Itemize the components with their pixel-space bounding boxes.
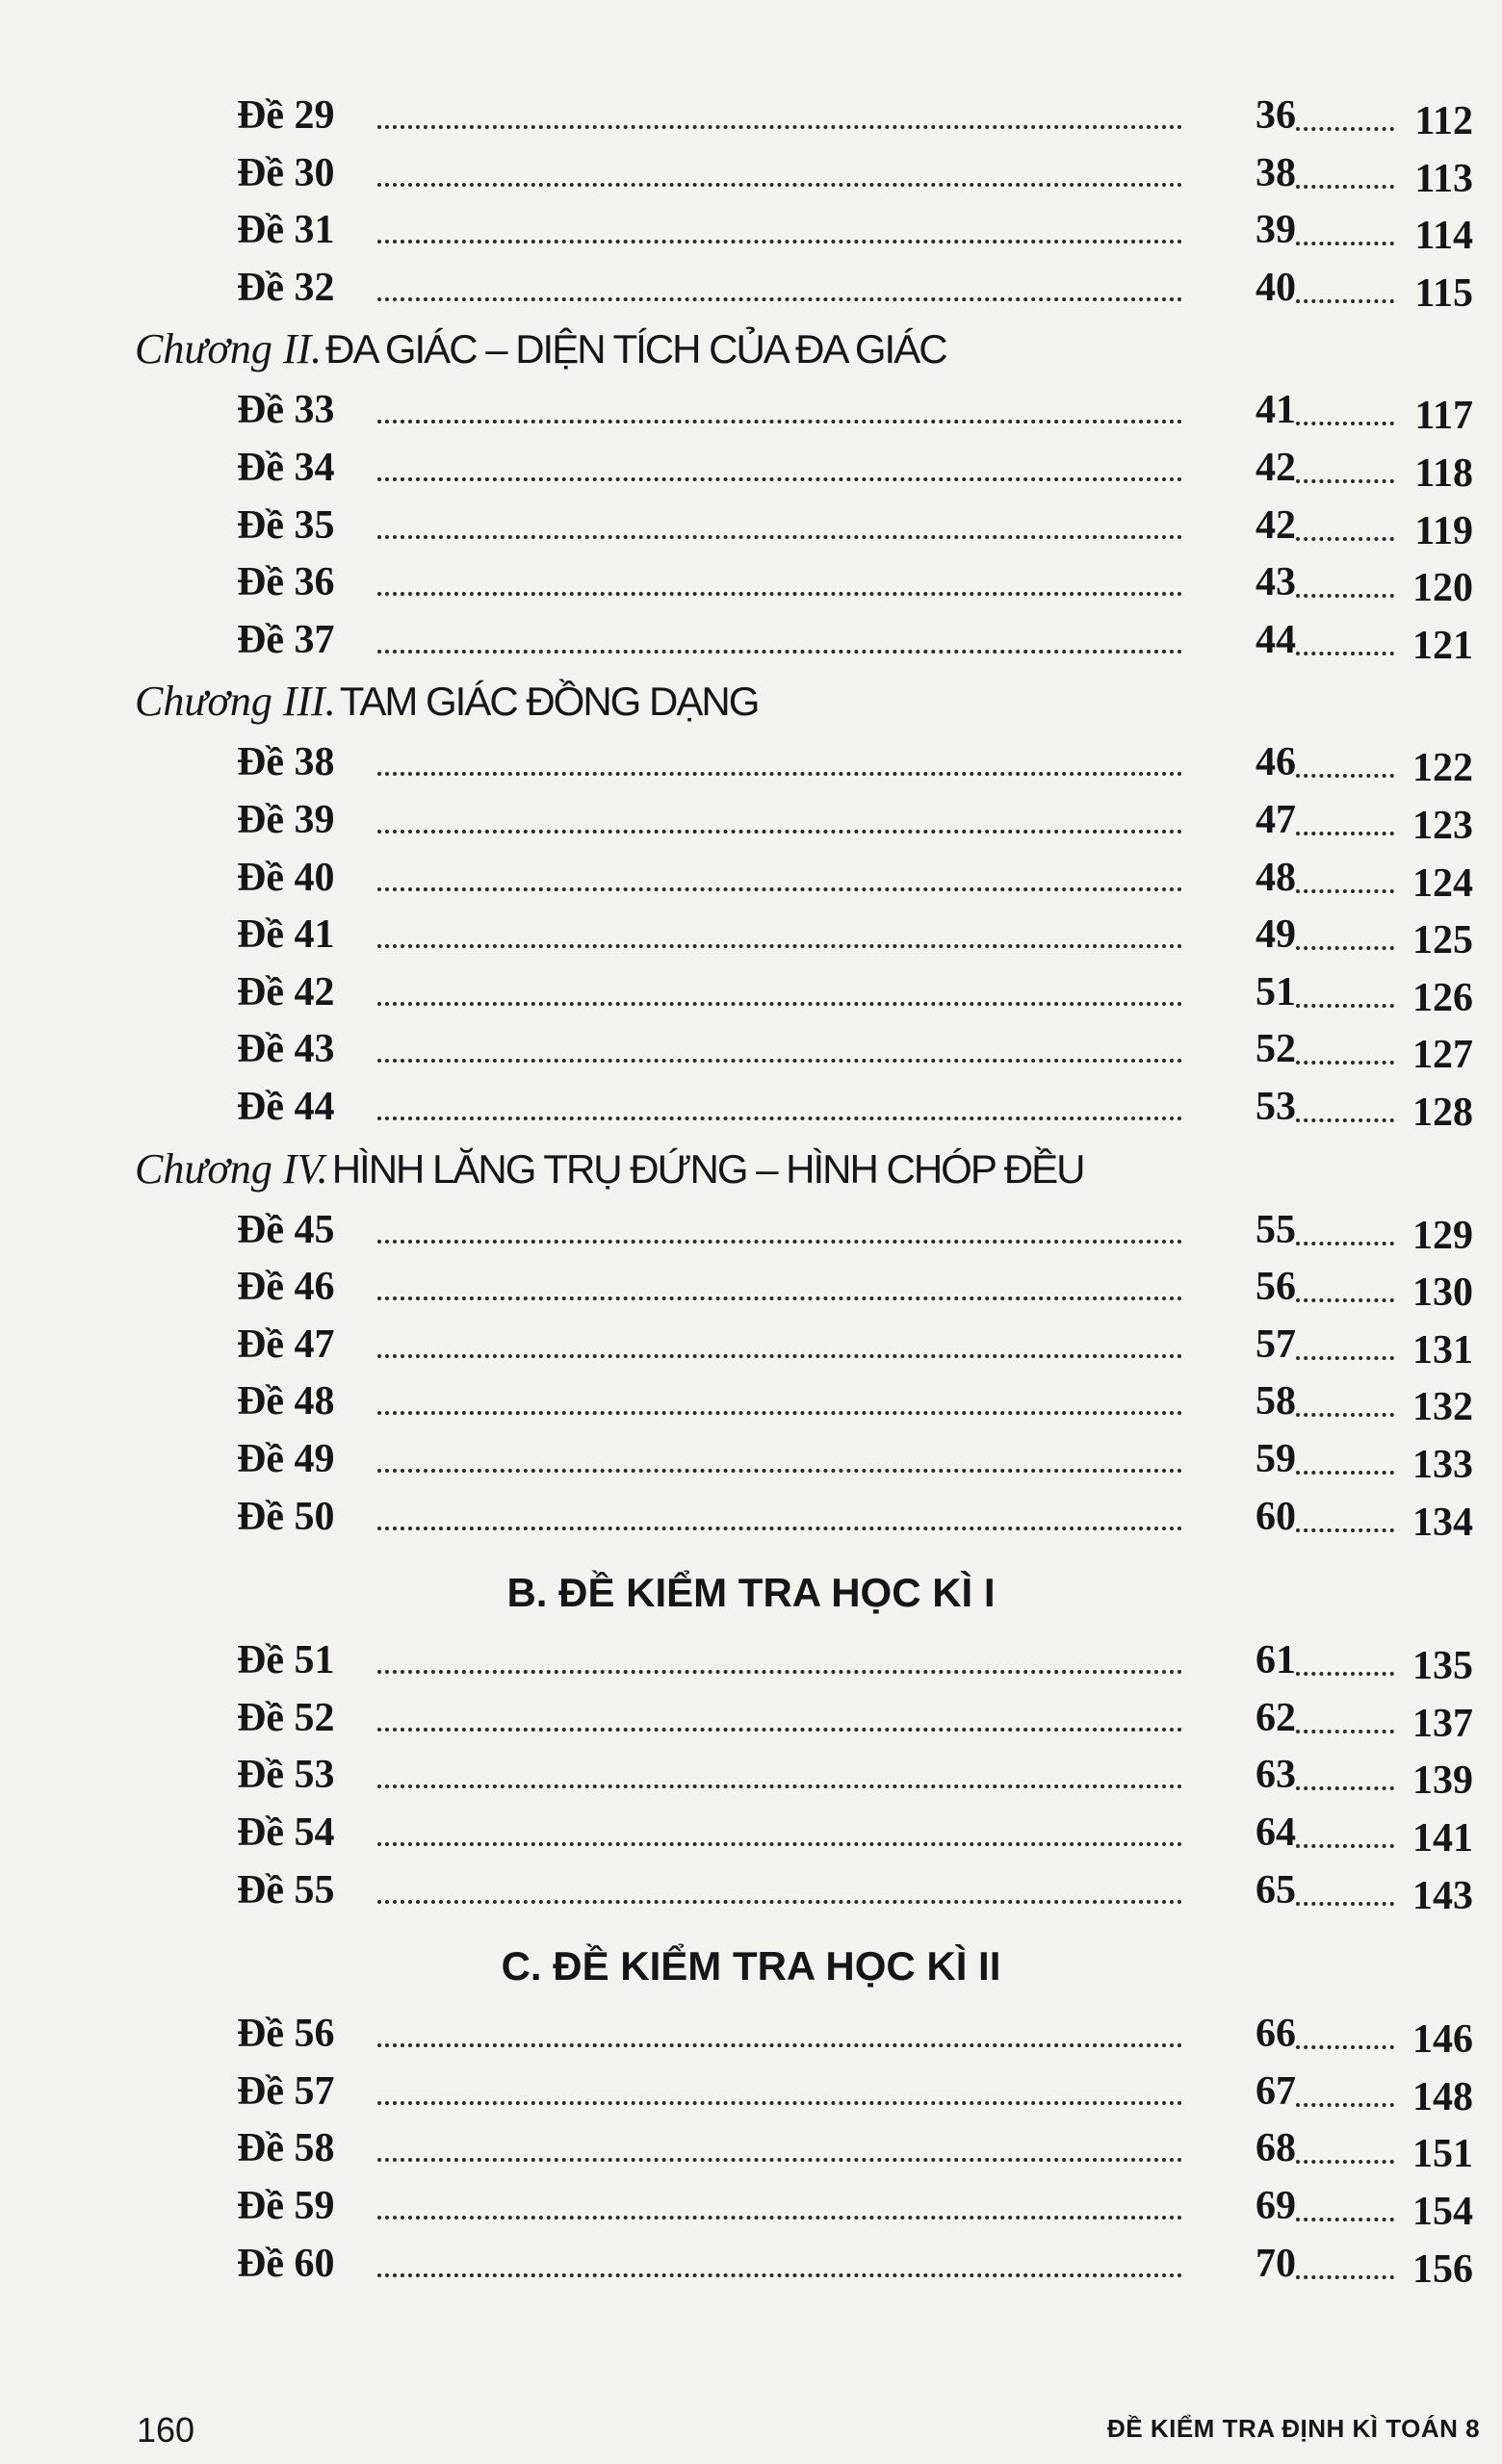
dot-leader bbox=[377, 2273, 1182, 2277]
entry-page-answers: 118 bbox=[1398, 447, 1473, 500]
entry-page-questions: 51 bbox=[1229, 965, 1296, 1019]
dot-leader bbox=[1296, 594, 1402, 598]
dot-leader bbox=[377, 2158, 1182, 2162]
dot-leader bbox=[377, 1784, 1182, 1788]
toc-entry bbox=[237, 499, 1473, 553]
dot-leader bbox=[1296, 652, 1402, 655]
dot-leader bbox=[377, 887, 1182, 891]
entry-label: Đề 33 bbox=[237, 388, 335, 432]
dot-leader bbox=[1296, 1118, 1402, 1122]
entry-label: Đề 49 bbox=[237, 1437, 335, 1481]
entry-label: Đề 48 bbox=[237, 1379, 335, 1424]
entry-page-questions: 39 bbox=[1229, 203, 1296, 257]
chapter-heading bbox=[135, 320, 946, 379]
entry-page-answers: 151 bbox=[1398, 2127, 1473, 2181]
dot-leader bbox=[377, 2216, 1182, 2220]
entry-label: Đề 55 bbox=[237, 1868, 335, 1912]
toc-entry bbox=[237, 1691, 1473, 1746]
entry-page-questions: 48 bbox=[1229, 851, 1296, 905]
entry-label: Đề 39 bbox=[237, 798, 335, 842]
entry-page-answers: 125 bbox=[1398, 913, 1473, 967]
dot-leader bbox=[377, 1059, 1182, 1063]
toc-entry bbox=[237, 1260, 1473, 1315]
chapter-heading bbox=[135, 1140, 1083, 1199]
dot-leader bbox=[1296, 127, 1402, 131]
entry-page-answers: 135 bbox=[1398, 1639, 1473, 1693]
entry-page-answers: 134 bbox=[1398, 1496, 1473, 1550]
toc-entry bbox=[237, 1490, 1473, 1545]
entry-label: Đề 57 bbox=[237, 2069, 335, 2114]
dot-leader bbox=[1296, 1786, 1402, 1790]
entry-label: Đề 43 bbox=[237, 1027, 335, 1071]
dot-leader bbox=[377, 2101, 1182, 2105]
entry-page-questions: 55 bbox=[1229, 1203, 1296, 1257]
toc-entry bbox=[237, 851, 1473, 906]
dot-leader bbox=[1296, 422, 1402, 425]
entry-page-questions: 41 bbox=[1229, 383, 1296, 437]
dot-leader bbox=[377, 1527, 1182, 1530]
entry-page-answers: 146 bbox=[1398, 2013, 1473, 2066]
entry-label: Đề 35 bbox=[237, 503, 335, 548]
entry-page-answers: 122 bbox=[1398, 741, 1473, 795]
entry-page-questions: 67 bbox=[1229, 2065, 1296, 2118]
entry-label: Đề 40 bbox=[237, 856, 335, 900]
entry-page-answers: 112 bbox=[1398, 94, 1473, 148]
dot-leader bbox=[377, 2043, 1182, 2047]
dot-leader bbox=[377, 1354, 1182, 1358]
section-heading: B. ĐỀ KIỂM TRA HỌC KÌ I bbox=[506, 1570, 996, 1615]
chapter-heading bbox=[135, 672, 758, 732]
toc-entry bbox=[237, 908, 1473, 962]
section-heading: C. ĐỀ KIỂM TRA HỌC KÌ II bbox=[501, 1943, 1001, 1989]
toc-entry bbox=[237, 793, 1473, 848]
toc-entry bbox=[237, 1374, 1473, 1429]
dot-leader bbox=[1296, 1061, 1402, 1065]
dot-leader bbox=[377, 1728, 1182, 1732]
entry-page-questions: 40 bbox=[1229, 261, 1296, 315]
dot-leader bbox=[1296, 1004, 1402, 1008]
entry-page-questions: 62 bbox=[1229, 1691, 1296, 1745]
entry-label: Đề 41 bbox=[237, 912, 335, 957]
toc-entry bbox=[237, 441, 1473, 496]
entry-label: Đề 31 bbox=[237, 208, 335, 252]
entry-label: Đề 38 bbox=[237, 740, 335, 784]
entry-label: Đề 30 bbox=[237, 151, 335, 195]
entry-page-answers: 131 bbox=[1398, 1323, 1473, 1377]
entry-label: Đề 58 bbox=[237, 2126, 335, 2170]
entry-label: Đề 46 bbox=[237, 1265, 335, 1309]
entry-label: Đề 29 bbox=[237, 93, 335, 138]
entry-page-answers: 139 bbox=[1398, 1754, 1473, 1808]
toc-entry bbox=[237, 613, 1473, 668]
dot-leader bbox=[1296, 832, 1402, 835]
entry-page-questions: 61 bbox=[1229, 1633, 1296, 1687]
entry-page-answers: 127 bbox=[1398, 1028, 1473, 1082]
entry-page-answers: 132 bbox=[1398, 1380, 1473, 1434]
dot-leader bbox=[1296, 1730, 1402, 1733]
dot-leader bbox=[377, 125, 1182, 129]
toc-entry bbox=[237, 89, 1473, 143]
entry-page-answers: 143 bbox=[1398, 1869, 1473, 1923]
dot-leader bbox=[1296, 946, 1402, 950]
entry-page-answers: 124 bbox=[1398, 857, 1473, 911]
dot-leader bbox=[1296, 2103, 1402, 2107]
entry-label: Đề 54 bbox=[237, 1810, 335, 1855]
entry-page-questions: 43 bbox=[1229, 555, 1296, 609]
dot-leader bbox=[1296, 1356, 1402, 1360]
toc-entry bbox=[237, 1022, 1473, 1077]
dot-leader bbox=[377, 535, 1182, 539]
toc-entry bbox=[237, 2065, 1473, 2119]
entry-label: Đề 50 bbox=[237, 1495, 335, 1539]
dot-leader bbox=[1296, 2045, 1402, 2049]
entry-page-questions: 52 bbox=[1229, 1022, 1296, 1076]
dot-leader bbox=[377, 1296, 1182, 1300]
entry-page-questions: 68 bbox=[1229, 2121, 1296, 2175]
dot-leader bbox=[1296, 1242, 1402, 1245]
toc-entry bbox=[237, 1748, 1473, 1803]
dot-leader bbox=[377, 944, 1182, 948]
entry-label: Đề 53 bbox=[237, 1753, 335, 1797]
entry-page-answers: 156 bbox=[1398, 2243, 1473, 2297]
chapter-title: ĐA GIÁC – DIỆN TÍCH CỦA ĐA GIÁC bbox=[325, 326, 946, 372]
dot-leader bbox=[1296, 1902, 1402, 1906]
entry-page-questions: 46 bbox=[1229, 735, 1296, 789]
entry-label: Đề 51 bbox=[237, 1638, 335, 1682]
chapter-number: Chương II. bbox=[135, 325, 323, 372]
toc-entry bbox=[237, 146, 1473, 201]
chapter-number: Chương III. bbox=[135, 678, 336, 725]
dot-leader bbox=[1296, 2218, 1402, 2221]
entry-page-answers: 114 bbox=[1398, 209, 1473, 263]
dot-leader bbox=[1296, 1298, 1402, 1302]
dot-leader bbox=[1296, 537, 1402, 541]
dot-leader bbox=[377, 1469, 1182, 1473]
entry-page-answers: 121 bbox=[1398, 619, 1473, 673]
chapter-title: HÌNH LĂNG TRỤ ĐỨNG – HÌNH CHÓP ĐỀU bbox=[331, 1146, 1084, 1192]
toc-entry bbox=[237, 2007, 1473, 2062]
entry-page-answers: 120 bbox=[1398, 561, 1473, 615]
dot-leader bbox=[377, 420, 1182, 424]
dot-leader bbox=[377, 1240, 1182, 1244]
toc-entry bbox=[237, 1633, 1473, 1688]
toc-entry bbox=[237, 735, 1473, 790]
entry-page-questions: 38 bbox=[1229, 146, 1296, 200]
entry-page-questions: 60 bbox=[1229, 1490, 1296, 1544]
entry-label: Đề 36 bbox=[237, 560, 335, 604]
chapter-title: TAM GIÁC ĐỒNG DẠNG bbox=[339, 679, 759, 724]
dot-leader bbox=[377, 477, 1182, 481]
toc-entry bbox=[237, 1863, 1473, 1918]
entry-page-questions: 57 bbox=[1229, 1318, 1296, 1372]
entry-page-questions: 64 bbox=[1229, 1806, 1296, 1860]
entry-page-answers: 117 bbox=[1398, 389, 1473, 443]
dot-leader bbox=[377, 650, 1182, 654]
dot-leader bbox=[377, 1900, 1182, 1904]
dot-leader bbox=[1296, 185, 1402, 189]
entry-page-answers: 148 bbox=[1398, 2070, 1473, 2124]
entry-page-questions: 65 bbox=[1229, 1863, 1296, 1917]
dot-leader bbox=[377, 1670, 1182, 1674]
dot-leader bbox=[1296, 1528, 1402, 1532]
toc-entry bbox=[237, 203, 1473, 258]
entry-page-answers: 154 bbox=[1398, 2185, 1473, 2239]
toc-entry bbox=[237, 2237, 1473, 2292]
entry-page-questions: 56 bbox=[1229, 1260, 1296, 1314]
entry-label: Đề 52 bbox=[237, 1696, 335, 1740]
entry-page-questions: 59 bbox=[1229, 1432, 1296, 1486]
entry-page-answers: 115 bbox=[1398, 267, 1473, 321]
entry-page-questions: 63 bbox=[1229, 1748, 1296, 1802]
dot-leader bbox=[1296, 1413, 1402, 1417]
toc-entry bbox=[237, 1806, 1473, 1861]
dot-leader bbox=[377, 183, 1182, 187]
page-number: 160 bbox=[137, 2410, 195, 2450]
dot-leader bbox=[377, 830, 1182, 834]
entry-page-questions: 42 bbox=[1229, 441, 1296, 495]
dot-leader bbox=[377, 297, 1182, 301]
dot-leader bbox=[377, 1411, 1182, 1415]
chapter-number: Chương IV. bbox=[135, 1145, 328, 1193]
dot-leader bbox=[1296, 1844, 1402, 1848]
dot-leader bbox=[1296, 1672, 1402, 1676]
toc-entry bbox=[237, 1080, 1473, 1135]
entry-page-questions: 70 bbox=[1229, 2237, 1296, 2291]
dot-leader bbox=[1296, 2275, 1402, 2279]
toc-entry bbox=[237, 2121, 1473, 2176]
toc-entry bbox=[237, 2179, 1473, 2234]
entry-label: Đề 32 bbox=[237, 266, 335, 310]
entry-page-answers: 126 bbox=[1398, 971, 1473, 1025]
entry-page-questions: 44 bbox=[1229, 613, 1296, 667]
entry-label: Đề 42 bbox=[237, 970, 335, 1014]
entry-page-answers: 133 bbox=[1398, 1438, 1473, 1492]
dot-leader bbox=[1296, 299, 1402, 303]
entry-label: Đề 60 bbox=[237, 2242, 335, 2286]
entry-page-questions: 69 bbox=[1229, 2179, 1296, 2233]
entry-label: Đề 34 bbox=[237, 446, 335, 490]
dot-leader bbox=[1296, 242, 1402, 245]
entry-page-questions: 49 bbox=[1229, 908, 1296, 962]
toc-entry bbox=[237, 555, 1473, 610]
entry-page-questions: 42 bbox=[1229, 499, 1296, 552]
toc-entry bbox=[237, 383, 1473, 438]
dot-leader bbox=[1296, 889, 1402, 893]
dot-leader bbox=[1296, 774, 1402, 778]
entry-page-questions: 36 bbox=[1229, 89, 1296, 142]
dot-leader bbox=[377, 240, 1182, 244]
toc-entry bbox=[237, 965, 1473, 1020]
dot-leader bbox=[377, 1842, 1182, 1846]
dot-leader bbox=[377, 592, 1182, 596]
entry-page-answers: 137 bbox=[1398, 1697, 1473, 1751]
entry-page-answers: 141 bbox=[1398, 1811, 1473, 1865]
entry-page-questions: 47 bbox=[1229, 793, 1296, 847]
dot-leader bbox=[377, 1116, 1182, 1120]
toc-entry bbox=[237, 1432, 1473, 1487]
entry-page-questions: 53 bbox=[1229, 1080, 1296, 1134]
toc-entry bbox=[237, 1203, 1473, 1258]
dot-leader bbox=[377, 1002, 1182, 1006]
entry-page-answers: 119 bbox=[1398, 504, 1473, 558]
dot-leader bbox=[1296, 2160, 1402, 2164]
entry-page-answers: 123 bbox=[1398, 799, 1473, 853]
entry-page-questions: 58 bbox=[1229, 1374, 1296, 1428]
entry-label: Đề 44 bbox=[237, 1085, 335, 1129]
toc-entry bbox=[237, 261, 1473, 316]
entry-page-questions: 66 bbox=[1229, 2007, 1296, 2061]
dot-leader bbox=[1296, 479, 1402, 483]
entry-label: Đề 47 bbox=[237, 1322, 335, 1367]
entry-label: Đề 37 bbox=[237, 618, 335, 662]
entry-label: Đề 59 bbox=[237, 2184, 335, 2228]
dot-leader bbox=[377, 772, 1182, 776]
entry-page-answers: 130 bbox=[1398, 1266, 1473, 1320]
toc-entry bbox=[237, 1318, 1473, 1373]
running-footer-title: ĐỀ KIỂM TRA ĐỊNH KÌ TOÁN 8 bbox=[1107, 2414, 1481, 2443]
dot-leader bbox=[1296, 1471, 1402, 1475]
entry-page-answers: 128 bbox=[1398, 1086, 1473, 1140]
entry-label: Đề 45 bbox=[237, 1208, 335, 1252]
entry-page-answers: 113 bbox=[1398, 152, 1473, 206]
entry-page-answers: 129 bbox=[1398, 1209, 1473, 1263]
entry-label: Đề 56 bbox=[237, 2012, 335, 2056]
